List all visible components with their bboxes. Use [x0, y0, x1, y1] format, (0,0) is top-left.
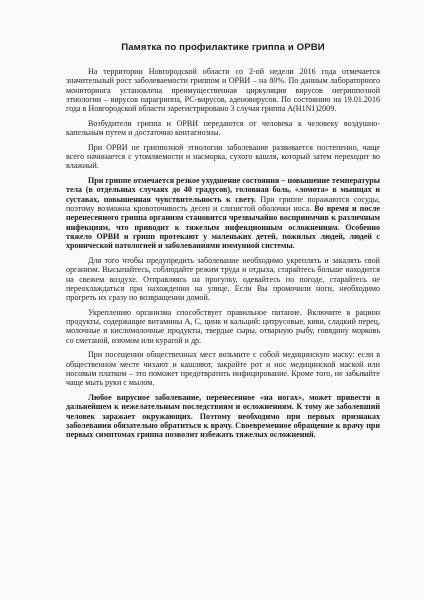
- paragraph-text: Возбудители гриппа и ОРВИ передаются от человека к человеку воздушно-капельным путем и достаточно контагиозны.: [66, 118, 380, 138]
- paragraph-bold-text: Любое вирусное заболевание, перенесенное «на ногах», может привести в дальнейшем к нежелательным последствиям и осложнениям. К тому же заболевший человек заражает окружающих. Поэтому необходимо при первых признаках заболевания обязательно обратиться к врачу. Своевременное обращение к врачу при первых симптомах гриппа позволит избежать тяжелых осложнений.: [66, 392, 380, 440]
- paragraph-text: Укреплению организма способствует правильное питание. Включите в рацион продукты, содержащие витамины А, С, цинк и кальций: цитрусовые, киви, сладкий перец, молочные и кисломолочные продукты, твердые сыры, отварную рыбу, говядину морковь со сметаной, изюмом или курагой и др.: [66, 307, 380, 345]
- paragraph-prevention: [66, 256, 380, 302]
- paragraph-bold-text: При гриппе отмечается резкое ухудшение состояния – повышение температуры тела (в отдельных случаях до 40 градусов), головная боль, «ломота» в мышцах и суставах, повышенная чувствительность к свету.: [66, 176, 380, 204]
- paragraph-text: При посещении общественных мест возьмите с собой медицинскую маску: если в общественном месте чихают и кашляют, закройте рот и нос медицинской маской или носовым платком – это поможет предотвратить инфицирование. Кроме того, не забывайте чаще мыть руки с мылом.: [66, 350, 380, 388]
- paragraph-text: На территории Новгородской области со 2-ой недели 2016 года отмечается значительный рост заболеваемости гриппом и ОРВИ – на 80%. По данным лабораторного мониторинга установлена преимущественная циркуляция вирусов негриппозной этиологии – вирусов парагриппа, РС-вирусов, аденовирусов. По состоянию на 19.01.2016 года в Новгородской области зарегистрировано 3 случая гриппа А(H1N1)2009.: [66, 67, 380, 114]
- document-title: Памятка по профилактике гриппа и ОРВИ: [121, 42, 325, 53]
- paragraph-mask: [66, 350, 380, 387]
- paragraph-text: Для того чтобы предупредить заболевание необходимо укреплять и закалять свой организм. Высыпайтесь, соблюдайте режим труда и отдыха, старайтесь больше находится на свежем воздухе. Отправляясь на прогулку, одевайтесь по погоде, старайтесь не переохлаждаться при нахождении на улице. Если Вы промочили ноги, необходимо прогреть их сразу по возвращении домой.: [66, 255, 380, 303]
- paragraph-epidemic-situation: [66, 67, 380, 113]
- paragraph-text: При ОРВИ не гриппозной этиологии заболевание развивается постепенно, чаще всего начинается с утомляемости и насморка, сухого кашля, который затем переходит во влажный.: [66, 142, 380, 171]
- paragraph-transmission: [66, 119, 380, 138]
- paragraph-orvi-symptoms: [66, 143, 380, 171]
- paragraph-flu-symptoms: [66, 176, 380, 250]
- paragraph-see-doctor: [66, 393, 380, 439]
- paragraph-nutrition: [66, 308, 380, 345]
- paragraph-bold-text: Во время и после перенесенного гриппа организм становится чрезвычайно восприимчив к различным инфекциям, что приводит к тяжелым инфекционным осложнениям. Особенно тяжело ОРВИ и грипп протекают у маленьких детей, пожилых людей, людей с хронической патологией и заболеваниями иммунной системы.: [66, 204, 380, 251]
- paragraph-text: При гриппе поражаются сосуды, поэтому возможна кровоточивость десен и слизистой оболочки носа.: [66, 194, 380, 214]
